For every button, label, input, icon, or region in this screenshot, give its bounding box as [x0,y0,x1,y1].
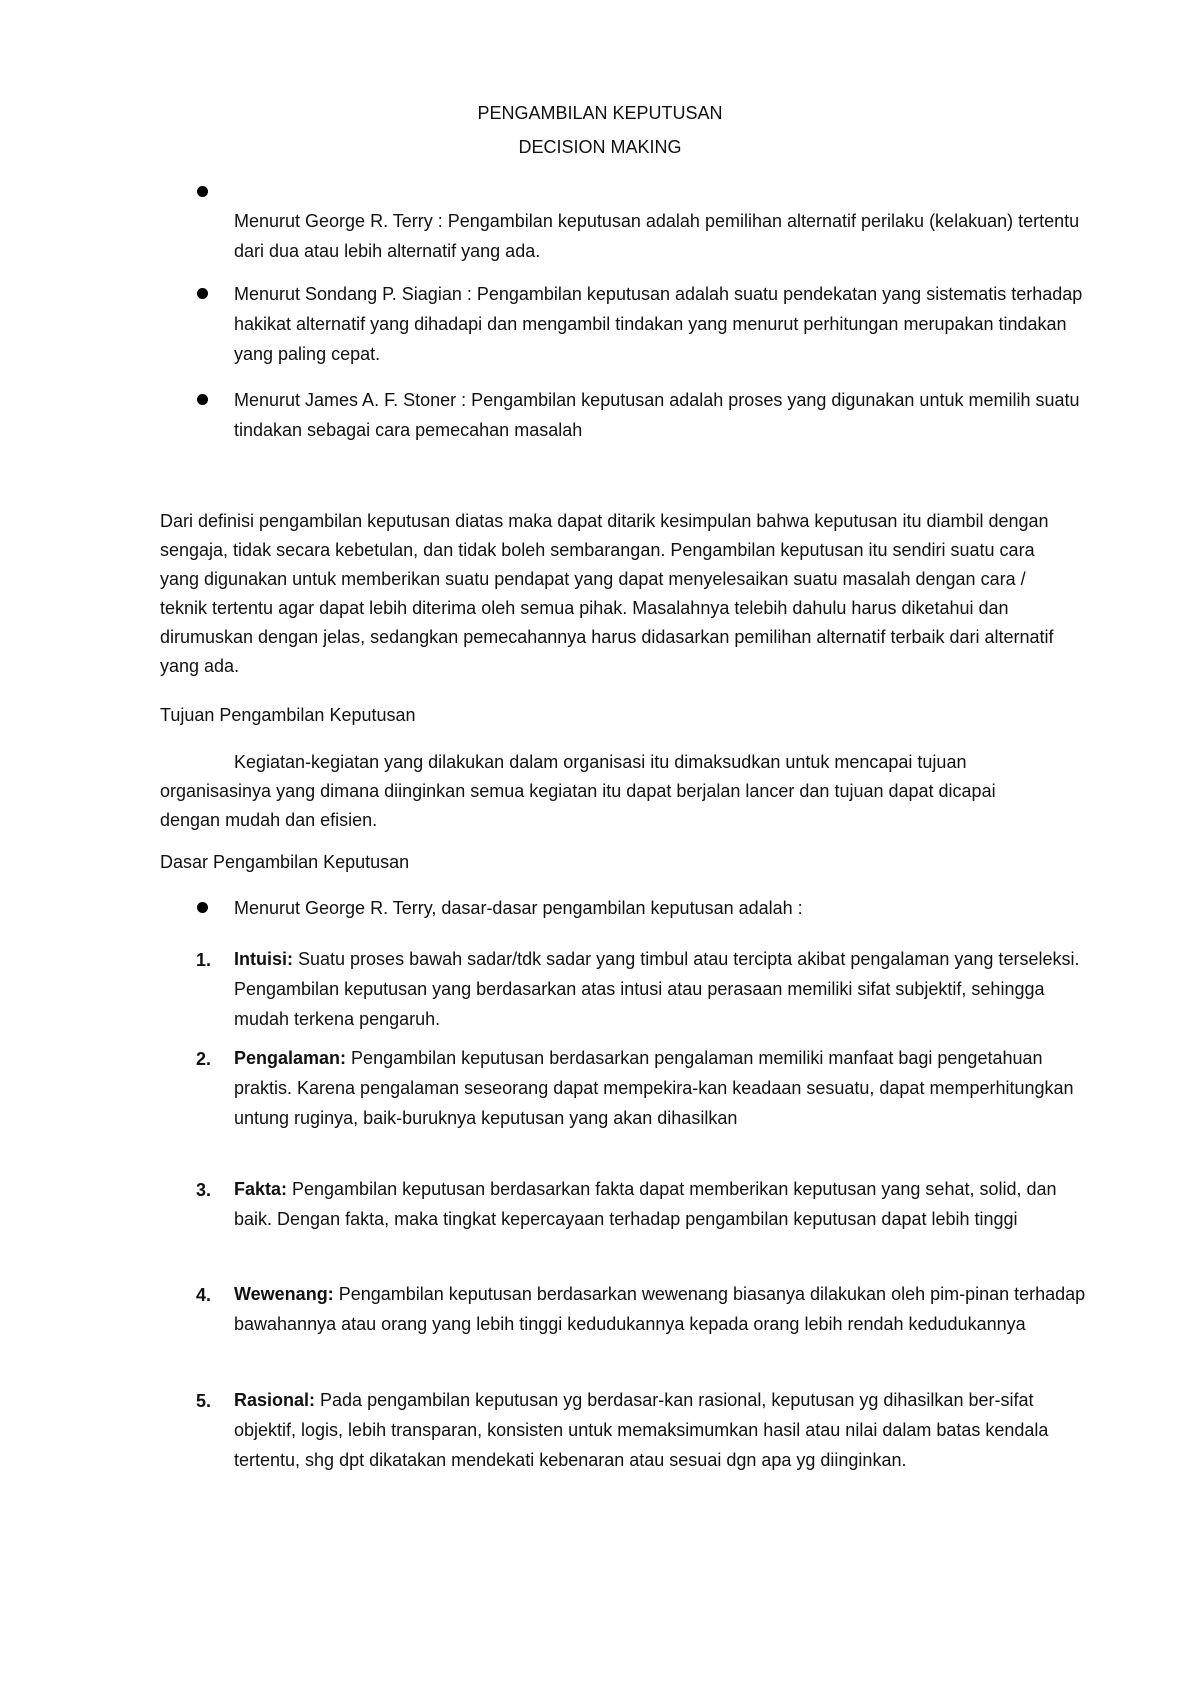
definition-terry: Menurut George R. Terry : Pengambilan keputusan adalah pemilihan alternatif perilaku (kelakuan) tertentu dari dua atau lebih alternatif yang ada. [234,211,1080,261]
conclusion-paragraph: Dari definisi pengambilan keputusan diatas maka dapat ditarik kesimpulan bahwa keputusan itu diambil dengan sengaja, tidak secara kebetulan, dan tidak boleh sembarangan. Pengambilan keputusan itu sendiri suatu cara yang digunakan untuk memberikan suatu pendapat yang dapat menyelesaikan suatu masalah dengan cara / teknik tertentu agar dapat lebih diterima oleh semua pihak. Masalahnya telebih dahulu harus diketahui dan dirumuskan dengan jelas, sedangkan pemecahannya harus didasarkan pemilihan alternatif terbaik dari alternatif yang ada. [160,511,1054,676]
item-text: Pengambilan keputusan berdasarkan fakta dapat memberikan keputusan yang sehat, solid, dan baik. Dengan fakta, maka tingkat kepercayaan terhadap pengambilan keputusan dapat lebih tinggi [234,1179,1057,1229]
dasar-heading: Dasar Pengambilan Keputusan [160,852,410,872]
item-number: 4. [196,1285,212,1305]
dasar-item-rasional [234,1385,1094,1475]
bullet-icon [197,902,208,913]
item-number: 3. [196,1180,212,1200]
bullet-icon [197,288,208,299]
dasar-item-wewenang [234,1279,1094,1339]
item-term: Pengalaman: [234,1048,347,1068]
tujuan-paragraph: Kegiatan-kegiatan yang dilakukan dalam organisasi itu dimaksudkan untuk mencapai tujuan organisasinya yang dimana diinginkan semua kegiatan itu dapat berjalan lancer dan tujuan dapat dicapai dengan mudah dan efisien. [160,752,996,830]
dasar-item-intuisi [234,944,1094,1034]
dasar-item-fakta [234,1174,1094,1234]
item-term: Fakta: [234,1179,288,1199]
bullet-icon [197,394,208,405]
definition-stoner: Menurut James A. F. Stoner : Pengambilan keputusan adalah proses yang digunakan untuk memilih suatu tindakan sebagai cara pemecahan masalah [234,390,1080,440]
item-number: 2. [196,1049,212,1069]
bullet-icon [197,186,208,197]
item-term: Rasional: [234,1390,316,1410]
dasar-intro: Menurut George R. Terry, dasar-dasar pengambilan keputusan adalah : [234,898,803,918]
item-number: 1. [196,950,212,970]
definition-siagian: Menurut Sondang P. Siagian : Pengambilan keputusan adalah suatu pendekatan yang sistematis terhadap hakikat alternatif yang dihadapi dan mengambil tindakan yang menurut perhitungan merupakan tindakan yang paling cepat. [234,284,1083,364]
item-text: Pengambilan keputusan berdasarkan wewenang biasanya dilakukan oleh pim-pinan terhadap bawahannya atau orang yang lebih tinggi kedudukannya kepada orang lebih rendah kedudukannya [234,1284,1086,1334]
tujuan-heading: Tujuan Pengambilan Keputusan [160,705,416,725]
item-number: 5. [196,1391,212,1411]
item-text: Suatu proses bawah sadar/tdk sadar yang timbul atau tercipta akibat pengalaman yang terseleksi. Pengambilan keputusan yang berdasarkan atas intusi atau perasaan memiliki sifat subjektif, sehingga mudah terkena pengaruh. [234,949,1080,1029]
dasar-item-pengalaman [234,1043,1094,1133]
item-term: Intuisi: [234,949,293,969]
item-text: Pengambilan keputusan berdasarkan pengalaman memiliki manfaat bagi pengetahuan praktis. Karena pengalaman seseorang dapat mempekira-kan keadaan sesuatu, dapat memperhitungkan untung ruginya, baik-buruknya keputusan yang akan dihasilkan [234,1048,1074,1128]
document-title: PENGAMBILAN KEPUTUSAN [477,103,723,123]
item-text: Pada pengambilan keputusan yg berdasar-kan rasional, keputusan yg dihasilkan ber-sifat objektif, logis, lebih transparan, konsisten untuk memaksimumkan hasil atau nilai dalam batas kendala tertentu, shg dpt dikatakan mendekati kebenaran atau sesuai dgn apa yg diinginkan. [234,1390,1049,1470]
item-term: Wewenang: [234,1284,334,1304]
document-subtitle: DECISION MAKING [518,137,682,157]
